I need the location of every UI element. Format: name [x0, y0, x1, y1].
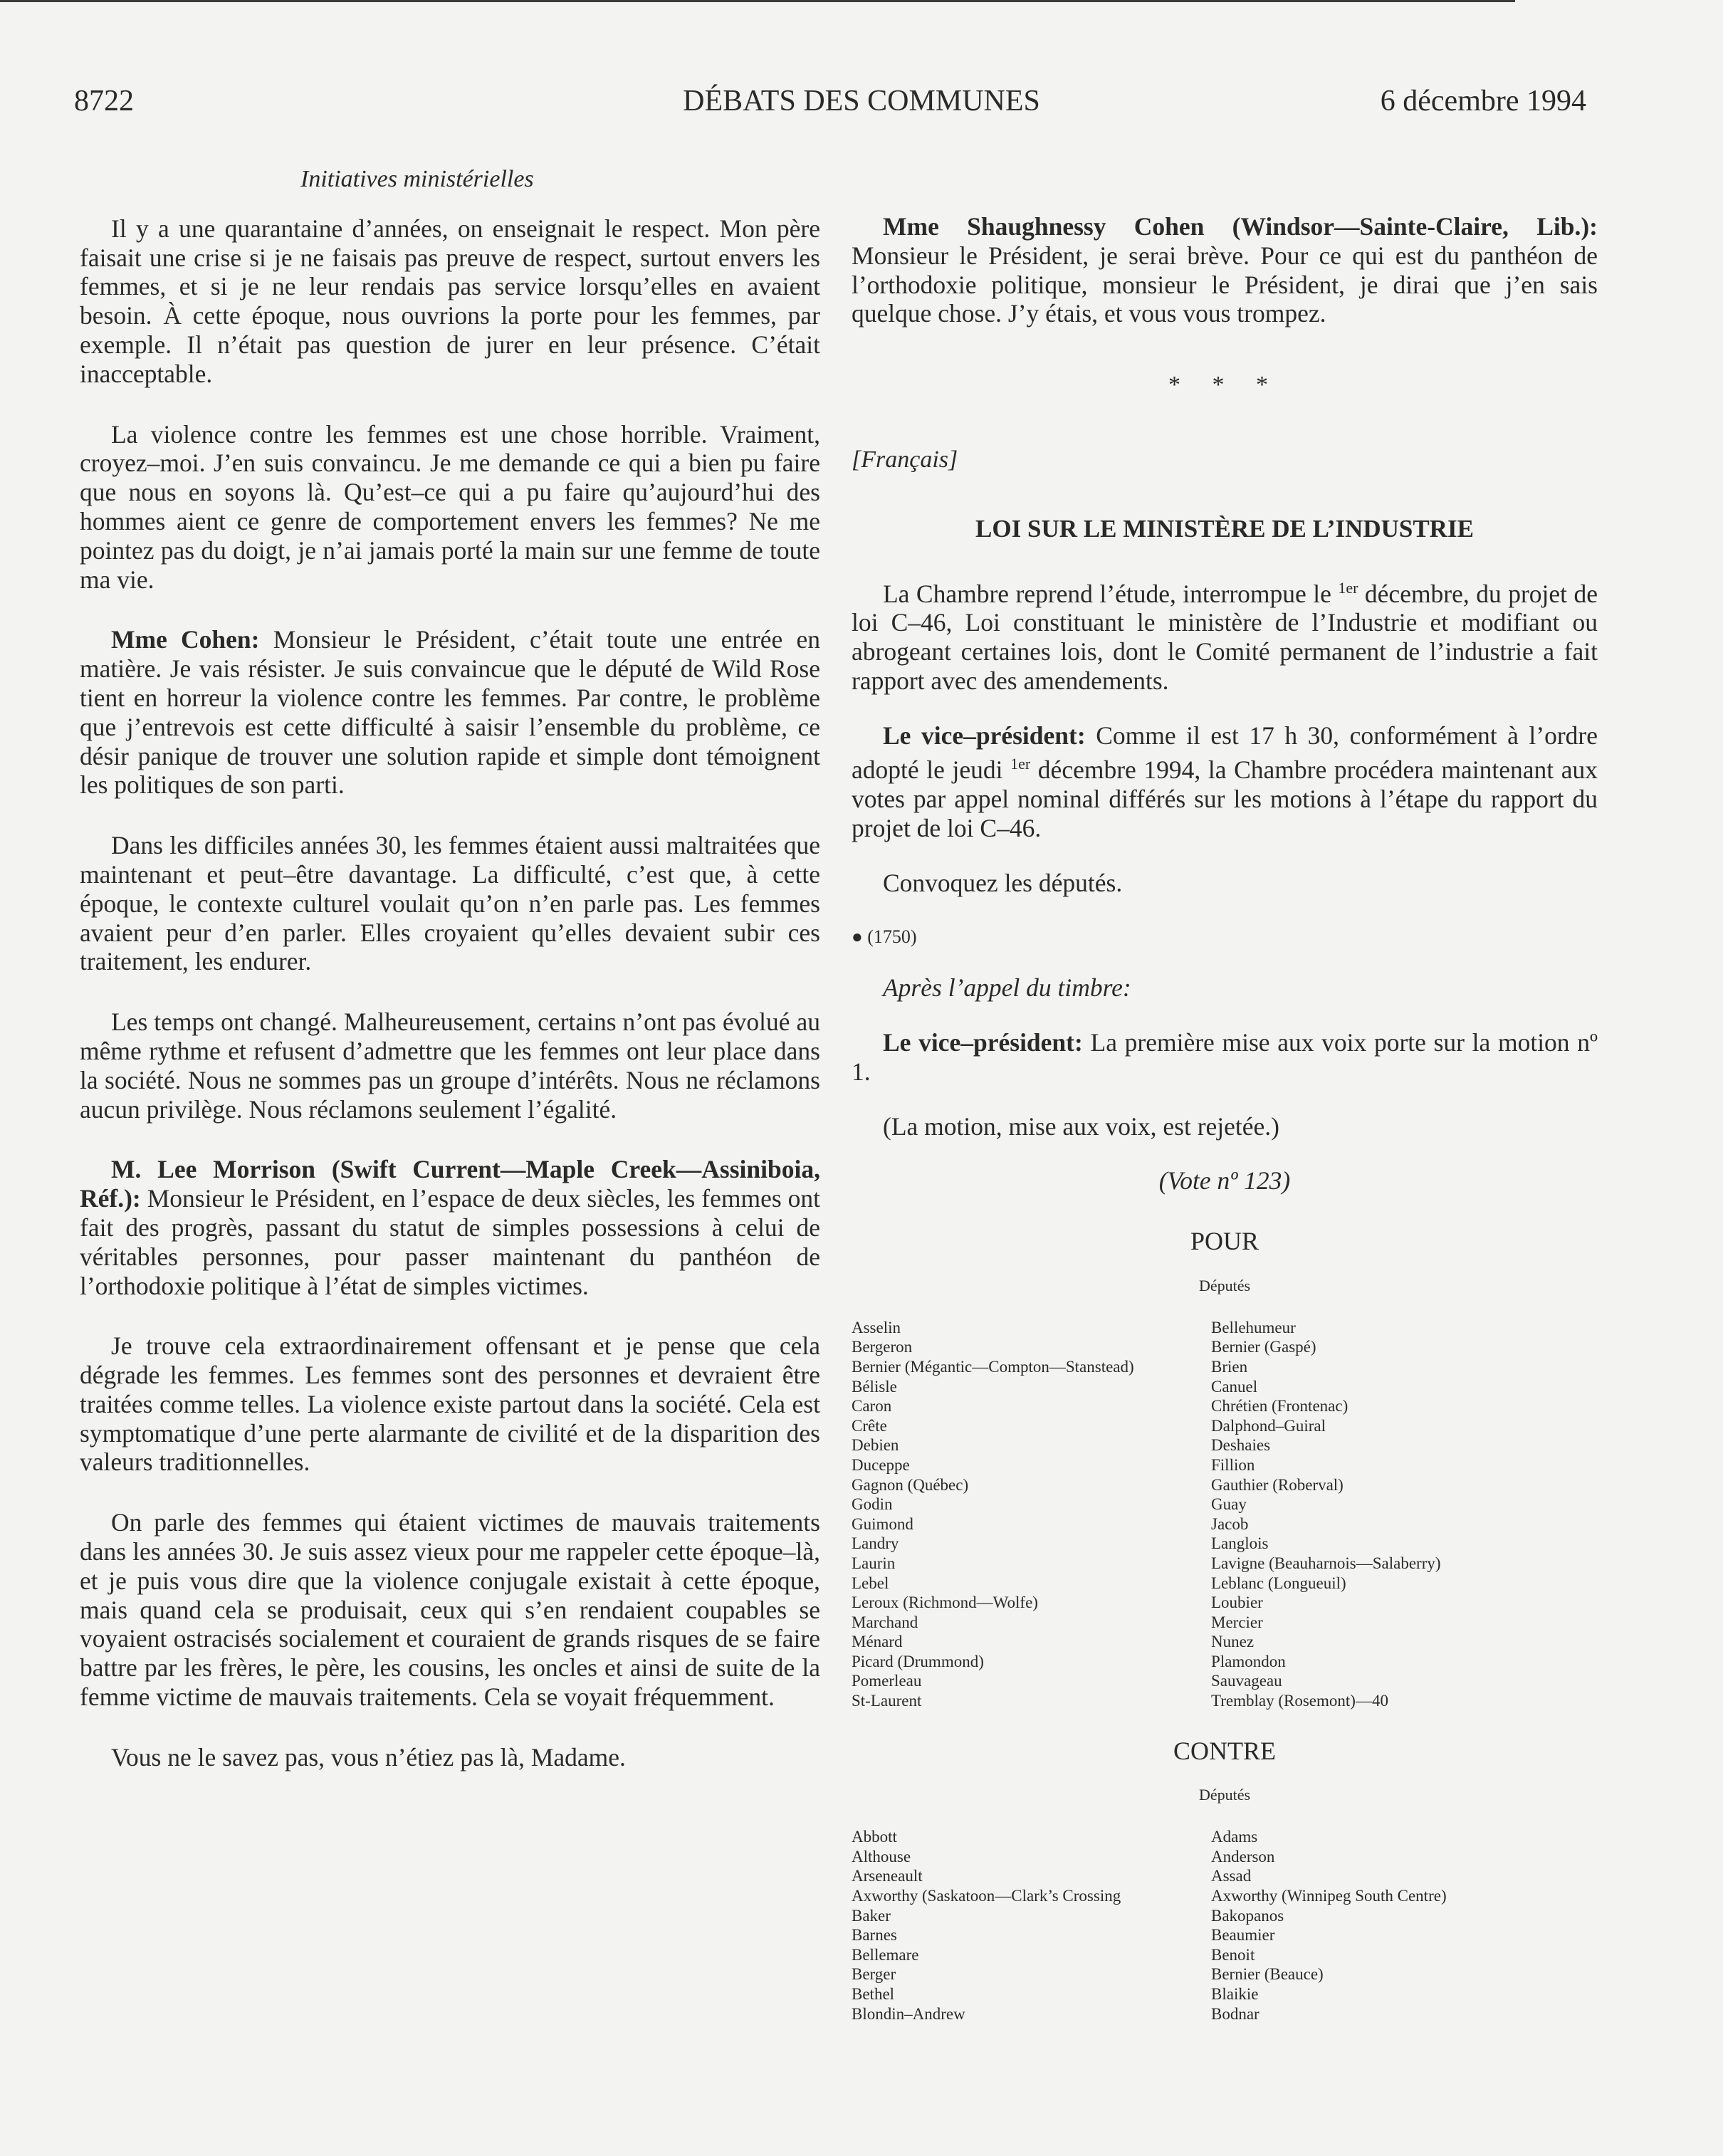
member-name: Dalphond–Guiral: [1211, 1416, 1326, 1435]
member-name: Leblanc (Longueuil): [1211, 1574, 1346, 1592]
name-column: [852, 1318, 1211, 1711]
page-number: 8722: [74, 85, 134, 117]
paragraph: Le vice–président: Comme il est 17 h 30, conformément à l’ordre adopté le jeudi $^{1er}$ décembre 1994, la Chambre procédera maintenant aux votes par appel nominal différés sur les motions à l’étape du rapport du projet de loi C–46.: [852, 721, 1598, 842]
vote-heading-pour: POUR: [1190, 1227, 1259, 1256]
name-column: [852, 1827, 1211, 2024]
member-name: Duceppe: [852, 1455, 910, 1474]
member-name: Chrétien (Frontenac): [1211, 1397, 1348, 1415]
member-name: Lebel: [852, 1574, 889, 1592]
paragraph: M. Lee Morrison (Swift Current—Maple Creek—Assiniboia, Réf.): Monsieur le Président, en l’espace de deux siècles, les femmes ont fait des progrès, passant du statut de simples possessions à celui de véritables personnes, pour passer maintenant du panthéon de l’orthodoxie politique à l’état de simples victimes.: [80, 1155, 820, 1300]
speaker-name: Le vice–président:: [883, 721, 1086, 750]
member-name: Brien: [1211, 1357, 1248, 1376]
section-divider: * * *: [1168, 372, 1281, 399]
speaker-name: Mme Shaughnessy Cohen (Windsor—Sainte-Claire, Lib.):: [883, 212, 1598, 241]
member-name: Deshaies: [1211, 1436, 1271, 1455]
member-name: Landry: [852, 1534, 899, 1553]
paragraph: Mme Shaughnessy Cohen (Windsor—Sainte-Claire, Lib.): Monsieur le Président, je serai brève. Pour ce qui est du panthéon de l’orthodoxie politique, monsieur le Président, je dirai que j’en sais quelque chose. J’y étais, et vous vous trompez.: [852, 212, 1598, 328]
member-name: Bodnar: [1211, 2004, 1259, 2023]
member-name: Nunez: [1211, 1633, 1255, 1651]
member-name: Bernier (Mégantic—Compton—Stanstead): [852, 1357, 1134, 1376]
member-name: Laurin: [852, 1554, 896, 1572]
member-name: Axworthy (Saskatoon—Clark’s Crossing: [852, 1887, 1121, 1905]
member-name: Beaumier: [1211, 1926, 1275, 1945]
member-name: Plamondon: [1211, 1652, 1286, 1670]
member-name: Gauthier (Roberval): [1211, 1475, 1344, 1494]
member-name: Benoit: [1211, 1945, 1255, 1964]
paragraph: Dans les difficiles années 30, les femmes étaient aussi maltraitées que maintenant et peut–être davantage. La difficulté, c’est que, à cette époque, le contexte culturel voulait qu’on n’en parle pas. Les femmes avaient peur d’en parler. Elles croyaient qu’elles devaient subir ces traitement, les endurer.: [80, 831, 820, 976]
member-name: Loubier: [1211, 1594, 1263, 1612]
member-name: Arseneault: [852, 1867, 923, 1885]
member-name: Berger: [852, 1965, 896, 1984]
member-name: Bethel: [852, 1985, 895, 2003]
name-column: [1211, 1827, 1567, 2024]
member-name: Baker: [852, 1906, 891, 1925]
left-column: [80, 165, 820, 1804]
speaker-name: Mme Cohen:: [111, 625, 260, 654]
member-name: Gagnon (Québec): [852, 1475, 969, 1494]
section-title: Initiatives ministérielles: [300, 166, 534, 192]
member-name: Bernier (Gaspé): [1211, 1338, 1316, 1356]
paragraph: (La motion, mise aux voix, est rejetée.): [883, 1111, 1279, 1141]
paragraph: Je trouve cela extraordinairement offensant et je pense que cela dégrade les femmes. Les femmes sont des personnes et devraient être traitées comme telles. La violence existe partout dans la société. Cela est symptomatique d’une perte alarmante de civilité et de la disparition des valeurs traditionnelles.: [80, 1331, 820, 1477]
paragraph: Convoquez les députés.: [883, 868, 1123, 897]
member-name: Canuel: [1211, 1377, 1258, 1396]
paragraph: Il y a une quarantaine d’années, on enseignait le respect. Mon père faisait une crise si je ne faisais pas preuve de respect, surtout envers les femmes, et si je ne leur rendais pas service lorsqu’elles en avaient besoin. À cette époque, nous ouvrions la porte pour les femmes, par exemple. Il n’était pas question de jurer en leur présence. C’était inacceptable.: [80, 214, 820, 388]
pour-name-list: [852, 1318, 1598, 1711]
vote-subheading: Députés: [1198, 1276, 1251, 1294]
header-rule: [0, 0, 1515, 2]
member-name: Picard (Drummond): [852, 1652, 984, 1670]
member-name: Lavigne (Beauharnois—Salaberry): [1211, 1554, 1441, 1572]
member-name: Debien: [852, 1436, 899, 1455]
member-name: Abbott: [852, 1828, 897, 1846]
member-name: Mercier: [1211, 1613, 1263, 1631]
member-name: Blaikie: [1211, 1985, 1259, 2003]
member-name: Barnes: [852, 1926, 897, 1945]
member-name: Tremblay (Rosemont)—40: [1211, 1692, 1388, 1710]
member-name: Bernier (Beauce): [1211, 1965, 1324, 1984]
paragraph: Mme Cohen: Monsieur le Président, c’était toute une entrée en matière. Je vais résister. Je suis convaincue que le député de Wild Rose tient en horreur la violence contre les femmes. Par contre, le problème que j’entrevois est cette difficulté à saisir l’ensemble du problème, ce désir panique de trouver une solution rapide et simple dont témoignent les politiques de son parti.: [80, 625, 820, 800]
member-name: Althouse: [852, 1847, 911, 1865]
member-name: Marchand: [852, 1613, 918, 1631]
speaker-name: M. Lee Morrison (Swift Current—Maple Creek—Assiniboia, Réf.):: [80, 1155, 820, 1213]
member-name: Adams: [1211, 1828, 1258, 1846]
member-name: Jacob: [1211, 1514, 1249, 1533]
speaker-name: Le vice–président:: [883, 1028, 1083, 1057]
paragraph: La Chambre reprend l’étude, interrompue le $^{1er}$ décembre, du projet de loi C–46, Loi constituant le ministère de l’Industrie et modifiant ou abrogeant certaines lois, dont le Comité permanent de l’industrie a fait rapport avec des amendements.: [852, 578, 1598, 695]
member-name: Bélisle: [852, 1377, 897, 1396]
member-name: Godin: [852, 1495, 893, 1514]
member-name: Caron: [852, 1397, 892, 1415]
member-name: Guimond: [852, 1514, 913, 1533]
member-name: Sauvageau: [1211, 1672, 1282, 1690]
member-name: Crête: [852, 1416, 887, 1435]
member-name: Blondin–Andrew: [852, 2004, 965, 2023]
vote-number: (Vote nº 123): [1158, 1166, 1291, 1195]
procedural-note: Après l’appel du timbre:: [883, 973, 1131, 1003]
member-name: Bellemare: [852, 1945, 919, 1964]
member-name: Bakopanos: [1211, 1906, 1284, 1925]
vote-subheading: Députés: [1198, 1786, 1251, 1804]
contre-name-list: [852, 1827, 1598, 2024]
paragraph: Vous ne le savez pas, vous n’étiez pas là, Madame.: [111, 1742, 626, 1772]
timestamp: ● (1750): [852, 926, 917, 948]
journal-title: DÉBATS DES COMMUNES: [683, 85, 1040, 117]
member-name: Bergeron: [852, 1338, 913, 1356]
member-name: Asselin: [852, 1318, 901, 1336]
member-name: Guay: [1211, 1495, 1247, 1514]
member-name: St-Laurent: [852, 1692, 922, 1710]
member-name: Axworthy (Winnipeg South Centre): [1211, 1887, 1447, 1905]
paragraph: La violence contre les femmes est une chose horrible. Vraiment, croyez–moi. J’en suis convaincu. Je me demande ce qui a bien pu faire que nous en soyons là. Qu’est–ce qui a pu faire qu’aujourd’hui des hommes aient ce genre de comportement envers les femmes? Ne me pointez pas du doigt, je n’ai jamais porté la main sur une femme de toute ma vie.: [80, 419, 820, 594]
member-name: Langlois: [1211, 1534, 1269, 1553]
member-name: Pomerleau: [852, 1672, 922, 1690]
paragraph: Les temps ont changé. Malheureusement, certains n’ont pas évolué au même rythme et refusent d’admettre que les femmes ont leur place dans la société. Nous ne sommes pas un groupe d’intérêts. Nous ne réclamons aucun privilège. Nous réclamons seulement l’égalité.: [80, 1008, 820, 1124]
member-name: Fillion: [1211, 1455, 1255, 1474]
right-column: [852, 212, 1598, 2049]
member-name: Leroux (Richmond—Wolfe): [852, 1594, 1038, 1612]
member-name: Bellehumeur: [1211, 1318, 1296, 1336]
member-name: Assad: [1211, 1867, 1252, 1885]
paragraph: On parle des femmes qui étaient victimes de mauvais traitements dans les années 30. Je suis assez vieux pour me rappeler cette époque–là, et je puis vous dire que la violence conjugale existait à cette époque, mais quand cela se produisait, ceux qui s’en rendaient coupables se voyaient ostracisés socialement et couraient de grands risques de se faire battre par les frères, le père, les cousins, les oncles et ainsi de suite de la femme victime de mauvais traitements. Cela se voyait fréquemment.: [80, 1508, 820, 1712]
language-marker: [Français]: [852, 446, 958, 473]
member-name: Anderson: [1211, 1847, 1275, 1865]
bill-title: LOI SUR LE MINISTÈRE DE L’INDUSTRIE: [975, 514, 1474, 543]
paragraph: Le vice–président: La première mise aux voix porte sur la motion nº 1.: [852, 1028, 1598, 1086]
name-column: [1211, 1318, 1567, 1711]
page-date: 6 décembre 1994: [1380, 85, 1586, 117]
vote-heading-contre: CONTRE: [1173, 1736, 1276, 1765]
member-name: Ménard: [852, 1633, 903, 1651]
